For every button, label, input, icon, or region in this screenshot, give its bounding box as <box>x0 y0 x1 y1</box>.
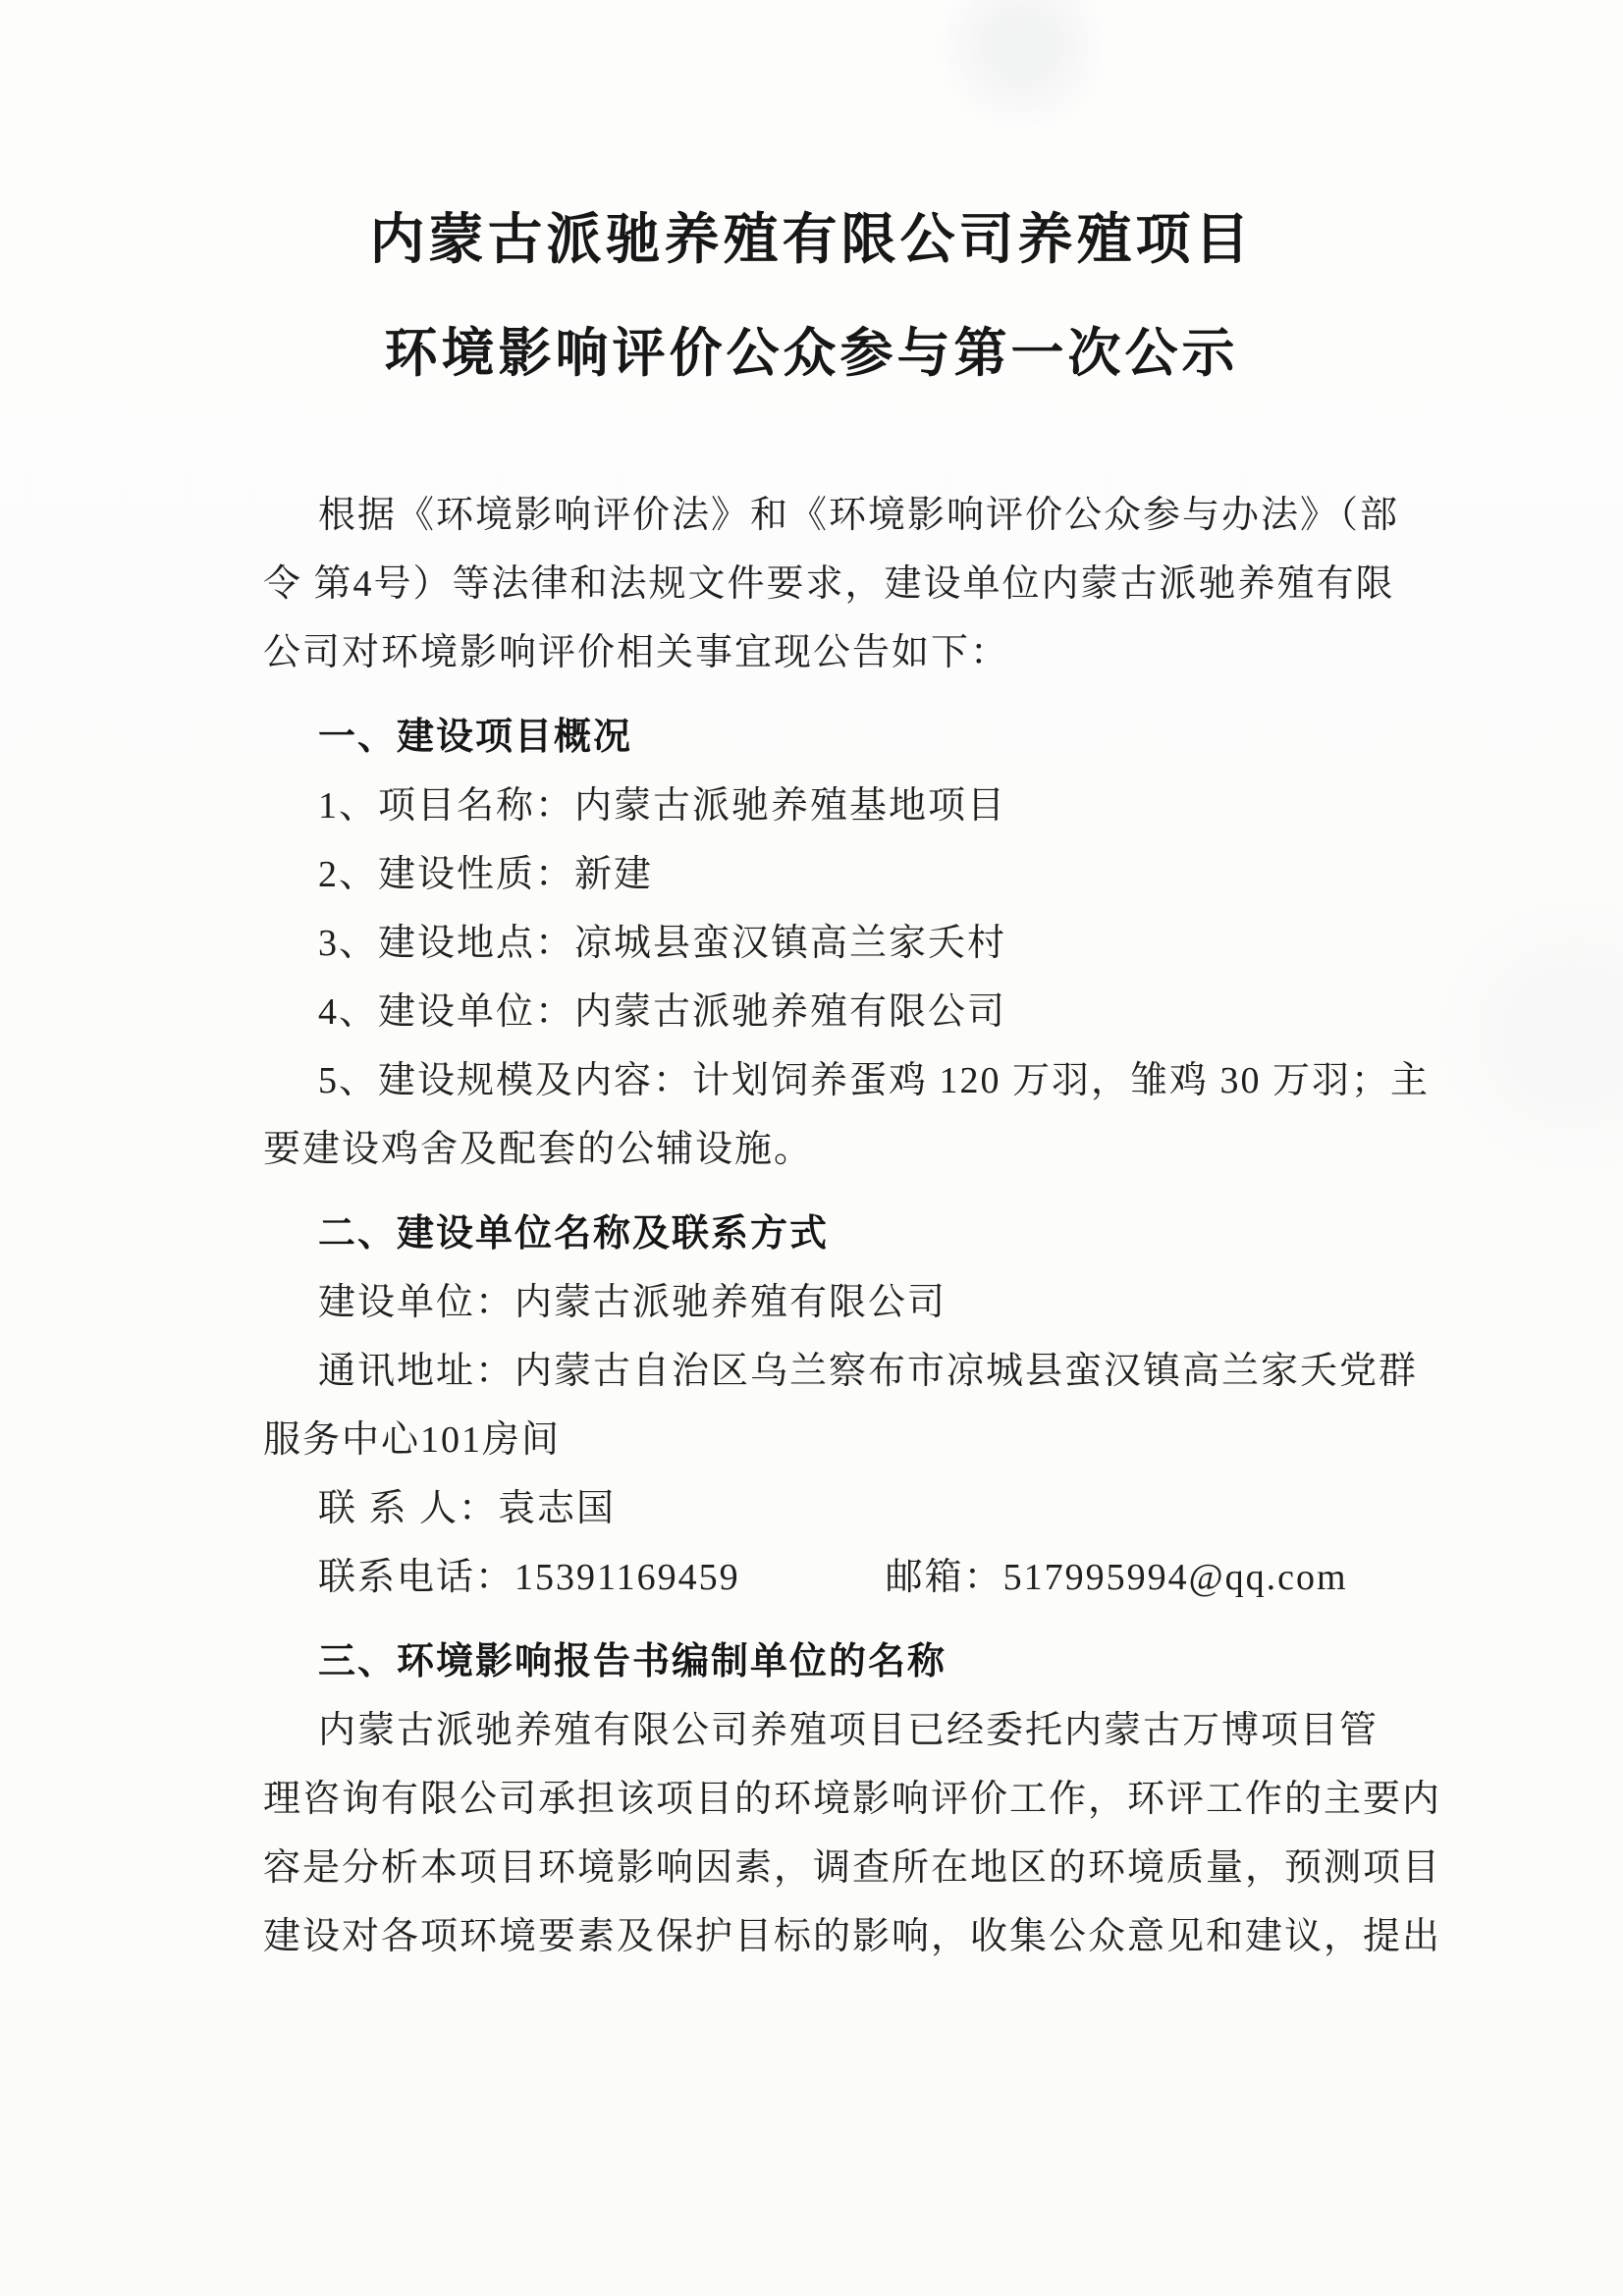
document-line: 5、建设规模及内容：计划饲养蛋鸡 120 万羽，雏鸡 30 万羽；主 <box>318 1060 1431 1101</box>
document-line: 理咨询有限公司承担该项目的环境影响评价工作，环评工作的主要内 <box>263 1779 1442 1820</box>
document-line: 联 系 人：袁志国 <box>318 1488 617 1529</box>
document-line: 建设对各项环境要素及保护目标的影响，收集公众意见和建议，提出 <box>263 1916 1442 1957</box>
section-heading-line: 三、环境影响报告书编制单位的名称 <box>318 1641 947 1682</box>
document-line: 容是分析本项目环境影响因素，调查所在地区的环境质量，预测项目 <box>263 1847 1442 1889</box>
document-line: 1、项目名称：内蒙古派驰养殖基地项目 <box>318 785 1007 827</box>
document-line: 内蒙古派驰养殖有限公司养殖项目已经委托内蒙古万博项目管 <box>318 1710 1380 1751</box>
document-body <box>0 481 1623 1971</box>
document-line: 要建设鸡舍及配套的公辅设施。 <box>263 1129 814 1170</box>
document-line: 令 第4号）等法律和法规文件要求，建设单位内蒙古派驰养殖有限 <box>263 563 1395 605</box>
email-text: 邮箱：517995994@qq.com <box>885 1557 1348 1598</box>
document-line: 建设单位：内蒙古派驰养殖有限公司 <box>318 1282 947 1323</box>
phone-text: 联系电话：15391169459 <box>318 1557 740 1598</box>
document-title-line-2: 环境影响评价公众参与第一次公示 <box>384 324 1239 383</box>
document-line: 2、建设性质：新建 <box>318 854 654 895</box>
document-line: 3、建设地点：凉城县蛮汉镇高兰家夭村 <box>318 923 1007 964</box>
section-heading-line: 一、建设项目概况 <box>318 717 633 758</box>
section-heading-line: 二、建设单位名称及联系方式 <box>318 1213 830 1255</box>
document-title-line-1: 内蒙古派驰养殖有限公司养殖项目 <box>369 210 1254 271</box>
document-line: 根据《环境影响评价法》和《环境影响评价公众参与办法》（部 <box>318 495 1400 536</box>
document-line: 4、建设单位：内蒙古派驰养殖有限公司 <box>318 991 1007 1033</box>
document-line <box>263 1543 1417 1612</box>
document-line: 通讯地址：内蒙古自治区乌兰察布市凉城县蛮汉镇高兰家夭党群 <box>318 1351 1419 1392</box>
document-line: 服务中心101房间 <box>263 1419 562 1461</box>
document-line: 公司对环境影响评价相关事宜现公告如下： <box>263 632 1010 673</box>
